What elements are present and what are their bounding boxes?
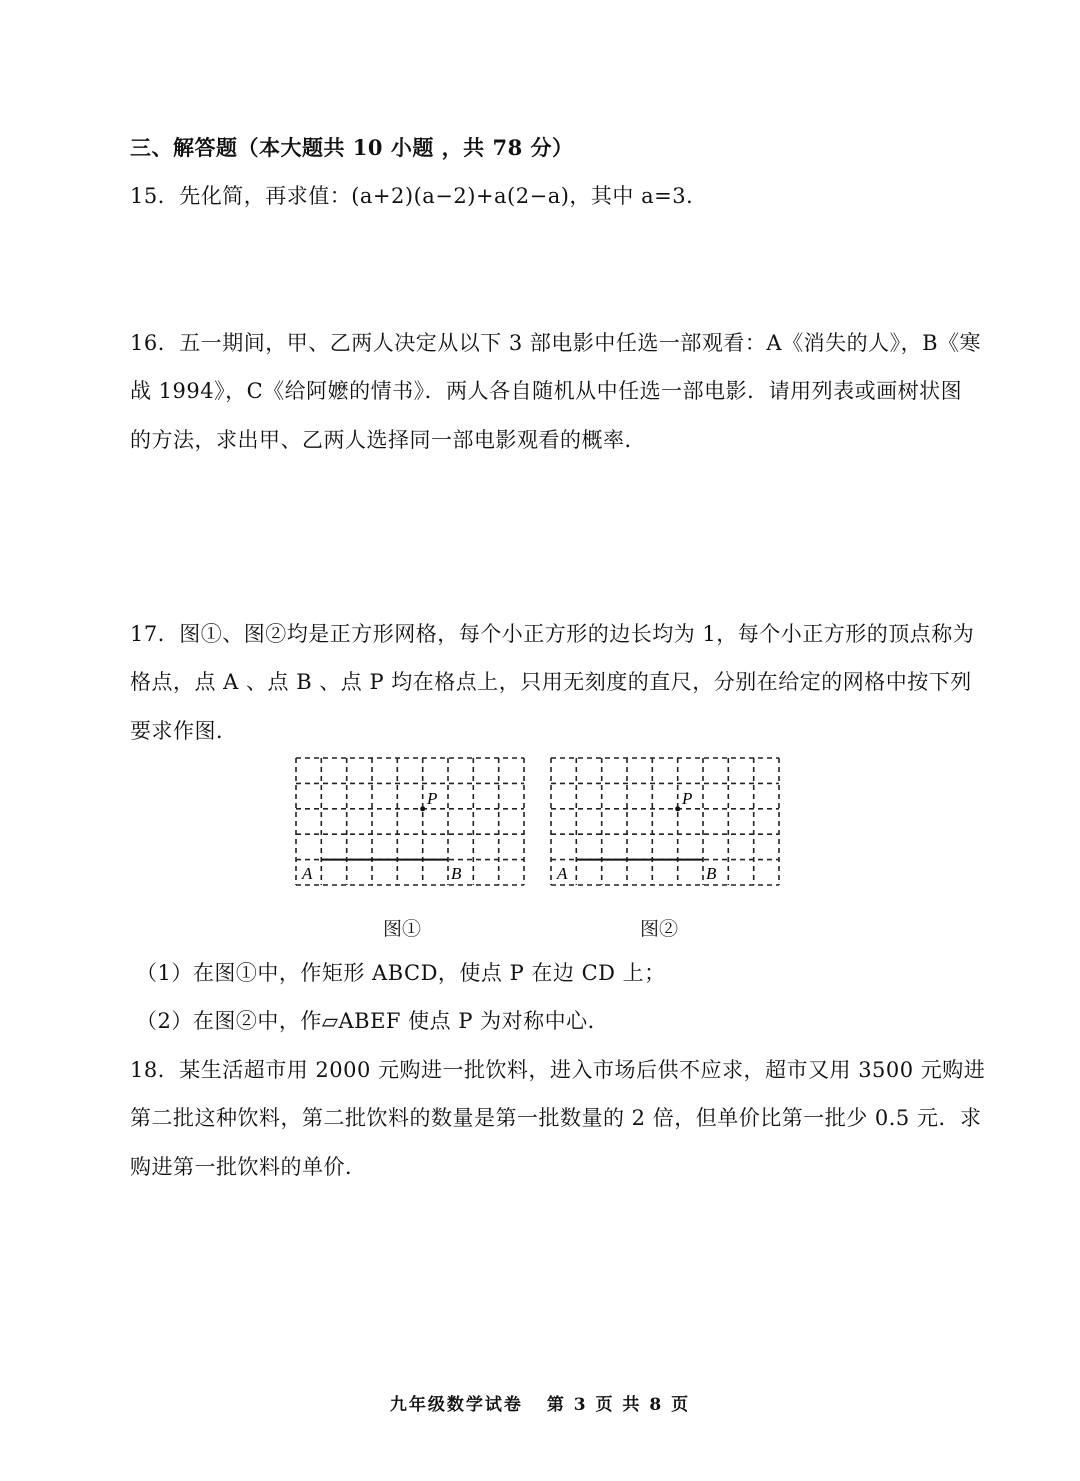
- question-17-line-3: 要求作图．: [130, 719, 238, 743]
- question-16-line-1: 16．五一期间，甲、乙两人决定从以下 3 部电影中任选一部观看：A《消失的人》，B《寒: [130, 331, 982, 355]
- question-17-part-2: （2）在图②中，作▱ABEF 使点 P 为对称中心．: [136, 1009, 610, 1033]
- label-p: P: [682, 789, 693, 808]
- label-p: P: [427, 789, 438, 808]
- label-b: B: [706, 864, 717, 883]
- footer-page-number: 第 3 页 共 8 页: [546, 1395, 691, 1415]
- figure-1-caption: 图①: [383, 918, 422, 940]
- label-a: A: [557, 864, 568, 883]
- grid-figure-1: [290, 752, 532, 892]
- question-18-line-3: 购进第一批饮料的单价．: [130, 1155, 367, 1179]
- point-p: [420, 806, 425, 811]
- grid-figure-2: [545, 752, 787, 892]
- footer-title: 九年级数学试卷: [389, 1395, 523, 1415]
- point-p: [675, 806, 680, 811]
- question-17-line-1: 17．图①、图②均是正方形网格，每个小正方形的边长均为 1，每个小正方形的顶点称为: [130, 622, 975, 646]
- question-18-line-2: 第二批这种饮料，第二批饮料的数量是第一批数量的 2 倍，但单价比第一批少 0.5 元．求: [130, 1106, 982, 1130]
- question-16-line-3: 的方法，求出甲、乙两人选择同一部电影观看的概率．: [130, 428, 646, 452]
- question-16-line-2: 战 1994》，C《给阿嬷的情书》．两人各自随机从中任选一部电影．请用列表或画树状图: [130, 379, 963, 403]
- label-a: A: [302, 864, 313, 883]
- section-title: 三、解答题（本大题共 10 小题 ，共 78 分）: [130, 135, 574, 160]
- question-17-line-2: 格点，点 A 、点 B 、点 P 均在格点上，只用无刻度的直尺，分别在给定的网格中按下列: [130, 670, 972, 694]
- figure-2-caption: 图②: [640, 918, 679, 940]
- page-footer: [0, 1390, 1080, 1415]
- question-17-part-1: （1）在图①中，作矩形 ABCD，使点 P 在边 CD 上；: [136, 961, 666, 985]
- question-18-line-1: 18．某生活超市用 2000 元购进一批饮料，进入市场后供不应求，超市又用 3500 元购进: [130, 1058, 986, 1082]
- label-b: B: [451, 864, 462, 883]
- question-15: 15．先化简，再求值：(a+2)(a−2)+a(2−a)，其中 a=3．: [130, 184, 708, 208]
